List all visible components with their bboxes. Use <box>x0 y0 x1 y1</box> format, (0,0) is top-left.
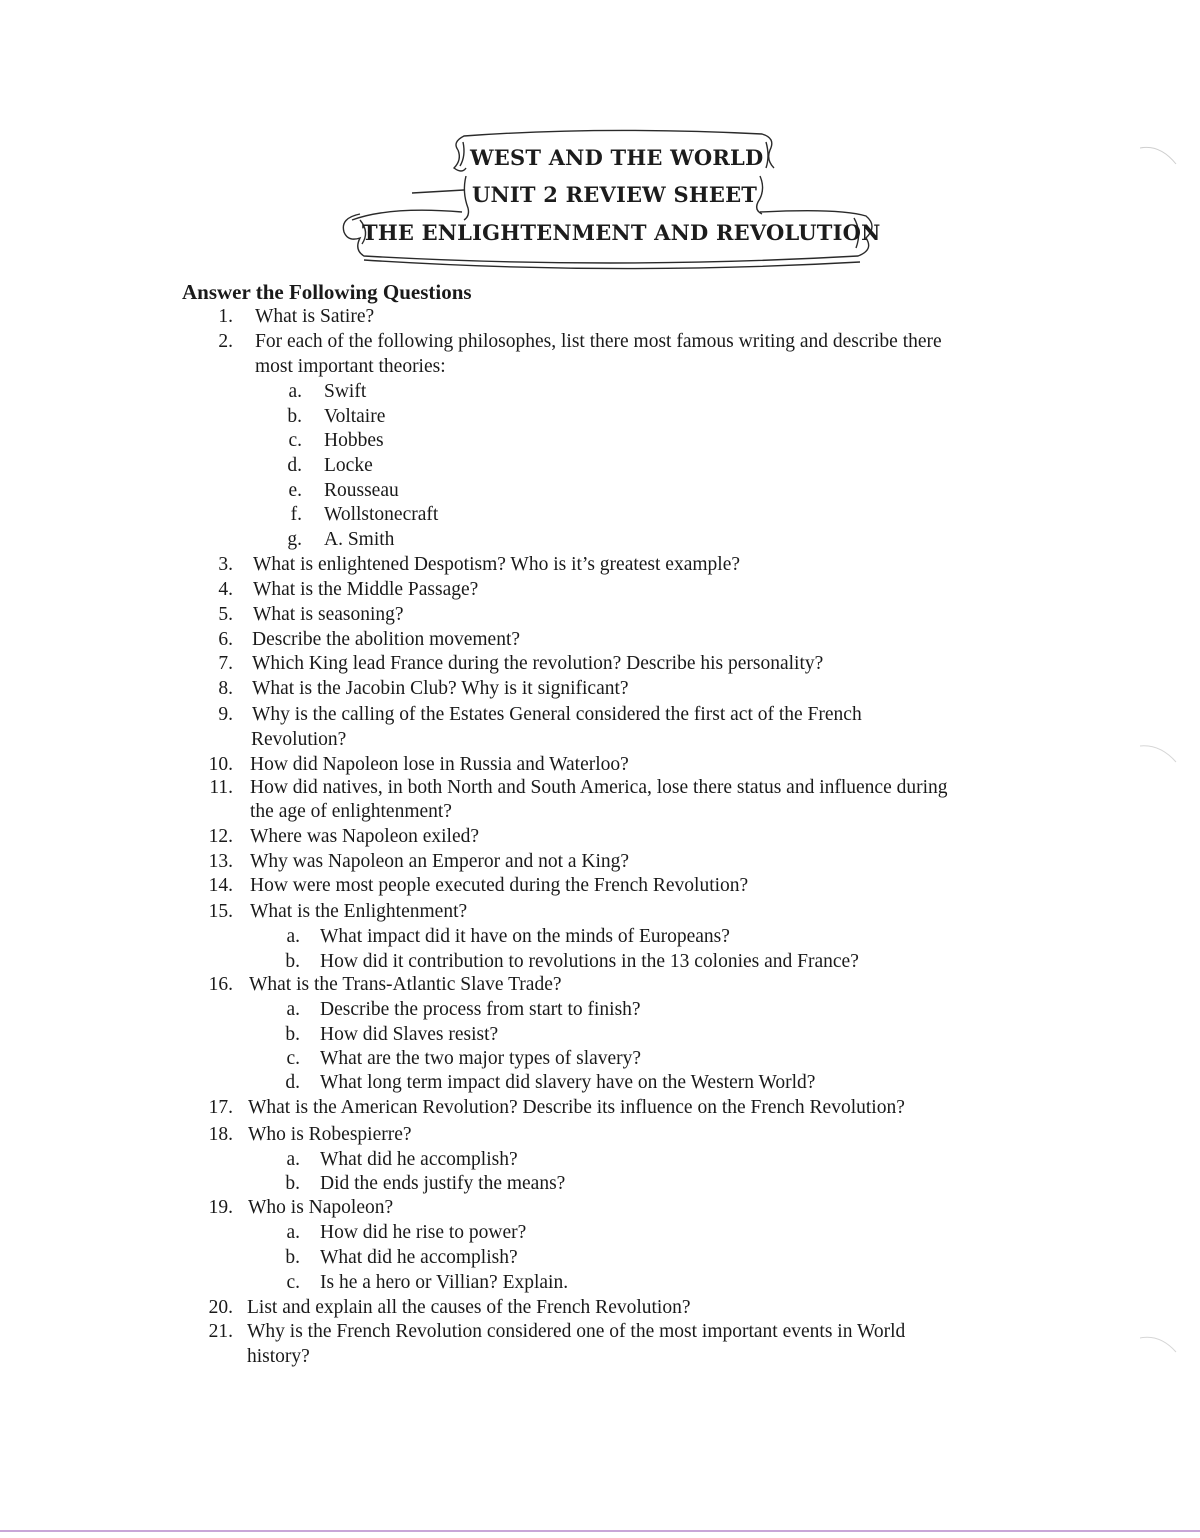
item-number: 9. <box>218 704 233 725</box>
sub-item-text: What impact did it have on the minds of Europeans? <box>320 926 730 947</box>
sub-item-text: What did he accomplish? <box>320 1149 518 1170</box>
item-number: 5. <box>218 604 233 625</box>
item-number: 14. <box>208 875 233 896</box>
question-text: Why is the French Revolution considered one of the most important events in World <box>247 1321 906 1342</box>
banner-title-line-1: WEST AND THE WORLD <box>470 145 764 170</box>
item-number: 8. <box>218 678 233 699</box>
sub-item-text: Hobbes <box>324 430 384 451</box>
item-number: 10. <box>208 754 233 775</box>
question-text: What is enlightened Despotism? Who is it’s greatest example? <box>253 554 741 575</box>
item-number: 16. <box>208 974 233 995</box>
sub-item-letter: b. <box>285 1173 300 1194</box>
question-text: How did natives, in both North and South America, lose there status and influence during <box>250 777 948 798</box>
scan-mark <box>1140 1330 1180 1360</box>
sub-item-letter: g. <box>287 529 302 550</box>
item-number: 20. <box>208 1297 233 1318</box>
item-number: 18. <box>208 1124 233 1145</box>
sub-item-letter: b. <box>287 406 302 427</box>
sub-item-text: What are the two major types of slavery? <box>320 1048 642 1069</box>
question-text: What is the American Revolution? Describe its influence on the French Revolution? <box>248 1097 905 1118</box>
sub-item-letter: a. <box>286 1149 300 1170</box>
sub-item-letter: e. <box>288 480 302 501</box>
question-text: What is Satire? <box>255 306 375 327</box>
sub-item-text: Voltaire <box>324 406 386 427</box>
item-number: 4. <box>218 579 233 600</box>
item-number: 2. <box>218 331 233 352</box>
question-text: What is the Middle Passage? <box>253 579 479 600</box>
sub-item-letter: c. <box>288 430 302 451</box>
scan-mark <box>1140 140 1180 170</box>
sub-item-letter: c. <box>286 1272 300 1293</box>
item-number: 12. <box>208 826 233 847</box>
question-text: What is the Enlightenment? <box>250 901 468 922</box>
item-number: 21. <box>208 1321 233 1342</box>
page-bottom-border <box>0 1530 1200 1532</box>
sub-item-text: Locke <box>324 455 373 476</box>
sub-item-letter: c. <box>286 1048 300 1069</box>
item-number: 7. <box>218 653 233 674</box>
question-text: Where was Napoleon exiled? <box>250 826 480 847</box>
sub-item-text: A. Smith <box>324 529 395 550</box>
sub-item-text: Describe the process from start to finish? <box>320 999 641 1020</box>
item-number: 19. <box>208 1197 233 1218</box>
question-text: most important theories: <box>255 356 446 377</box>
sub-item-letter: d. <box>285 1072 300 1093</box>
item-number: 13. <box>208 851 233 872</box>
sub-item-letter: a. <box>286 926 300 947</box>
banner-title-line-2: UNIT 2 REVIEW SHEET <box>472 182 758 207</box>
sub-item-text: How did it contribution to revolutions in the 13 colonies and France? <box>320 951 859 972</box>
question-text: Why was Napoleon an Emperor and not a King? <box>250 851 630 872</box>
sub-item-text: What long term impact did slavery have on the Western World? <box>320 1072 816 1093</box>
sub-item-text: Swift <box>324 381 367 402</box>
sub-item-text: How did Slaves resist? <box>320 1024 499 1045</box>
scan-mark <box>1140 740 1180 770</box>
sub-item-text: What did he accomplish? <box>320 1247 518 1268</box>
sub-item-letter: a. <box>288 381 302 402</box>
item-number: 17. <box>208 1097 233 1118</box>
item-number: 6. <box>218 629 233 650</box>
sub-item-text: Rousseau <box>324 480 399 501</box>
sub-item-letter: a. <box>286 1222 300 1243</box>
question-text: the age of enlightenment? <box>250 801 452 822</box>
sub-item-text: How did he rise to power? <box>320 1222 527 1243</box>
sub-item-text: Did the ends justify the means? <box>320 1173 566 1194</box>
question-text: How were most people executed during the French Revolution? <box>250 875 749 896</box>
item-number: 11. <box>209 777 233 798</box>
question-text: Describe the abolition movement? <box>252 629 521 650</box>
question-text: history? <box>247 1346 310 1367</box>
question-text: How did Napoleon lose in Russia and Waterloo? <box>250 754 629 775</box>
banner-title-line-3: THE ENLIGHTENMENT AND REVOLUTION <box>362 220 881 245</box>
question-text: Who is Robespierre? <box>248 1124 412 1145</box>
question-text: What is seasoning? <box>253 604 404 625</box>
question-text: Revolution? <box>251 729 347 750</box>
sub-item-text: Wollstonecraft <box>324 504 439 525</box>
question-text: Why is the calling of the Estates General considered the first act of the French <box>252 704 862 725</box>
item-number: 3. <box>218 554 233 575</box>
item-number: 15. <box>208 901 233 922</box>
sub-item-text: Is he a hero or Villian? Explain. <box>320 1272 569 1293</box>
question-text: What is the Jacobin Club? Why is it significant? <box>252 678 629 699</box>
item-number: 1. <box>218 306 233 327</box>
sub-item-letter: b. <box>285 951 300 972</box>
question-text: For each of the following philosophes, list there most famous writing and describe there <box>255 331 942 352</box>
sub-item-letter: b. <box>285 1024 300 1045</box>
question-text: Which King lead France during the revolution? Describe his personality? <box>252 653 824 674</box>
sub-item-letter: b. <box>285 1247 300 1268</box>
section-heading: Answer the Following Questions <box>182 280 472 304</box>
question-text: What is the Trans-Atlantic Slave Trade? <box>249 974 562 995</box>
question-text: List and explain all the causes of the French Revolution? <box>247 1297 691 1318</box>
sub-item-letter: a. <box>286 999 300 1020</box>
question-text: Who is Napoleon? <box>248 1197 394 1218</box>
sub-item-letter: f. <box>290 504 302 525</box>
sub-item-letter: d. <box>287 455 302 476</box>
